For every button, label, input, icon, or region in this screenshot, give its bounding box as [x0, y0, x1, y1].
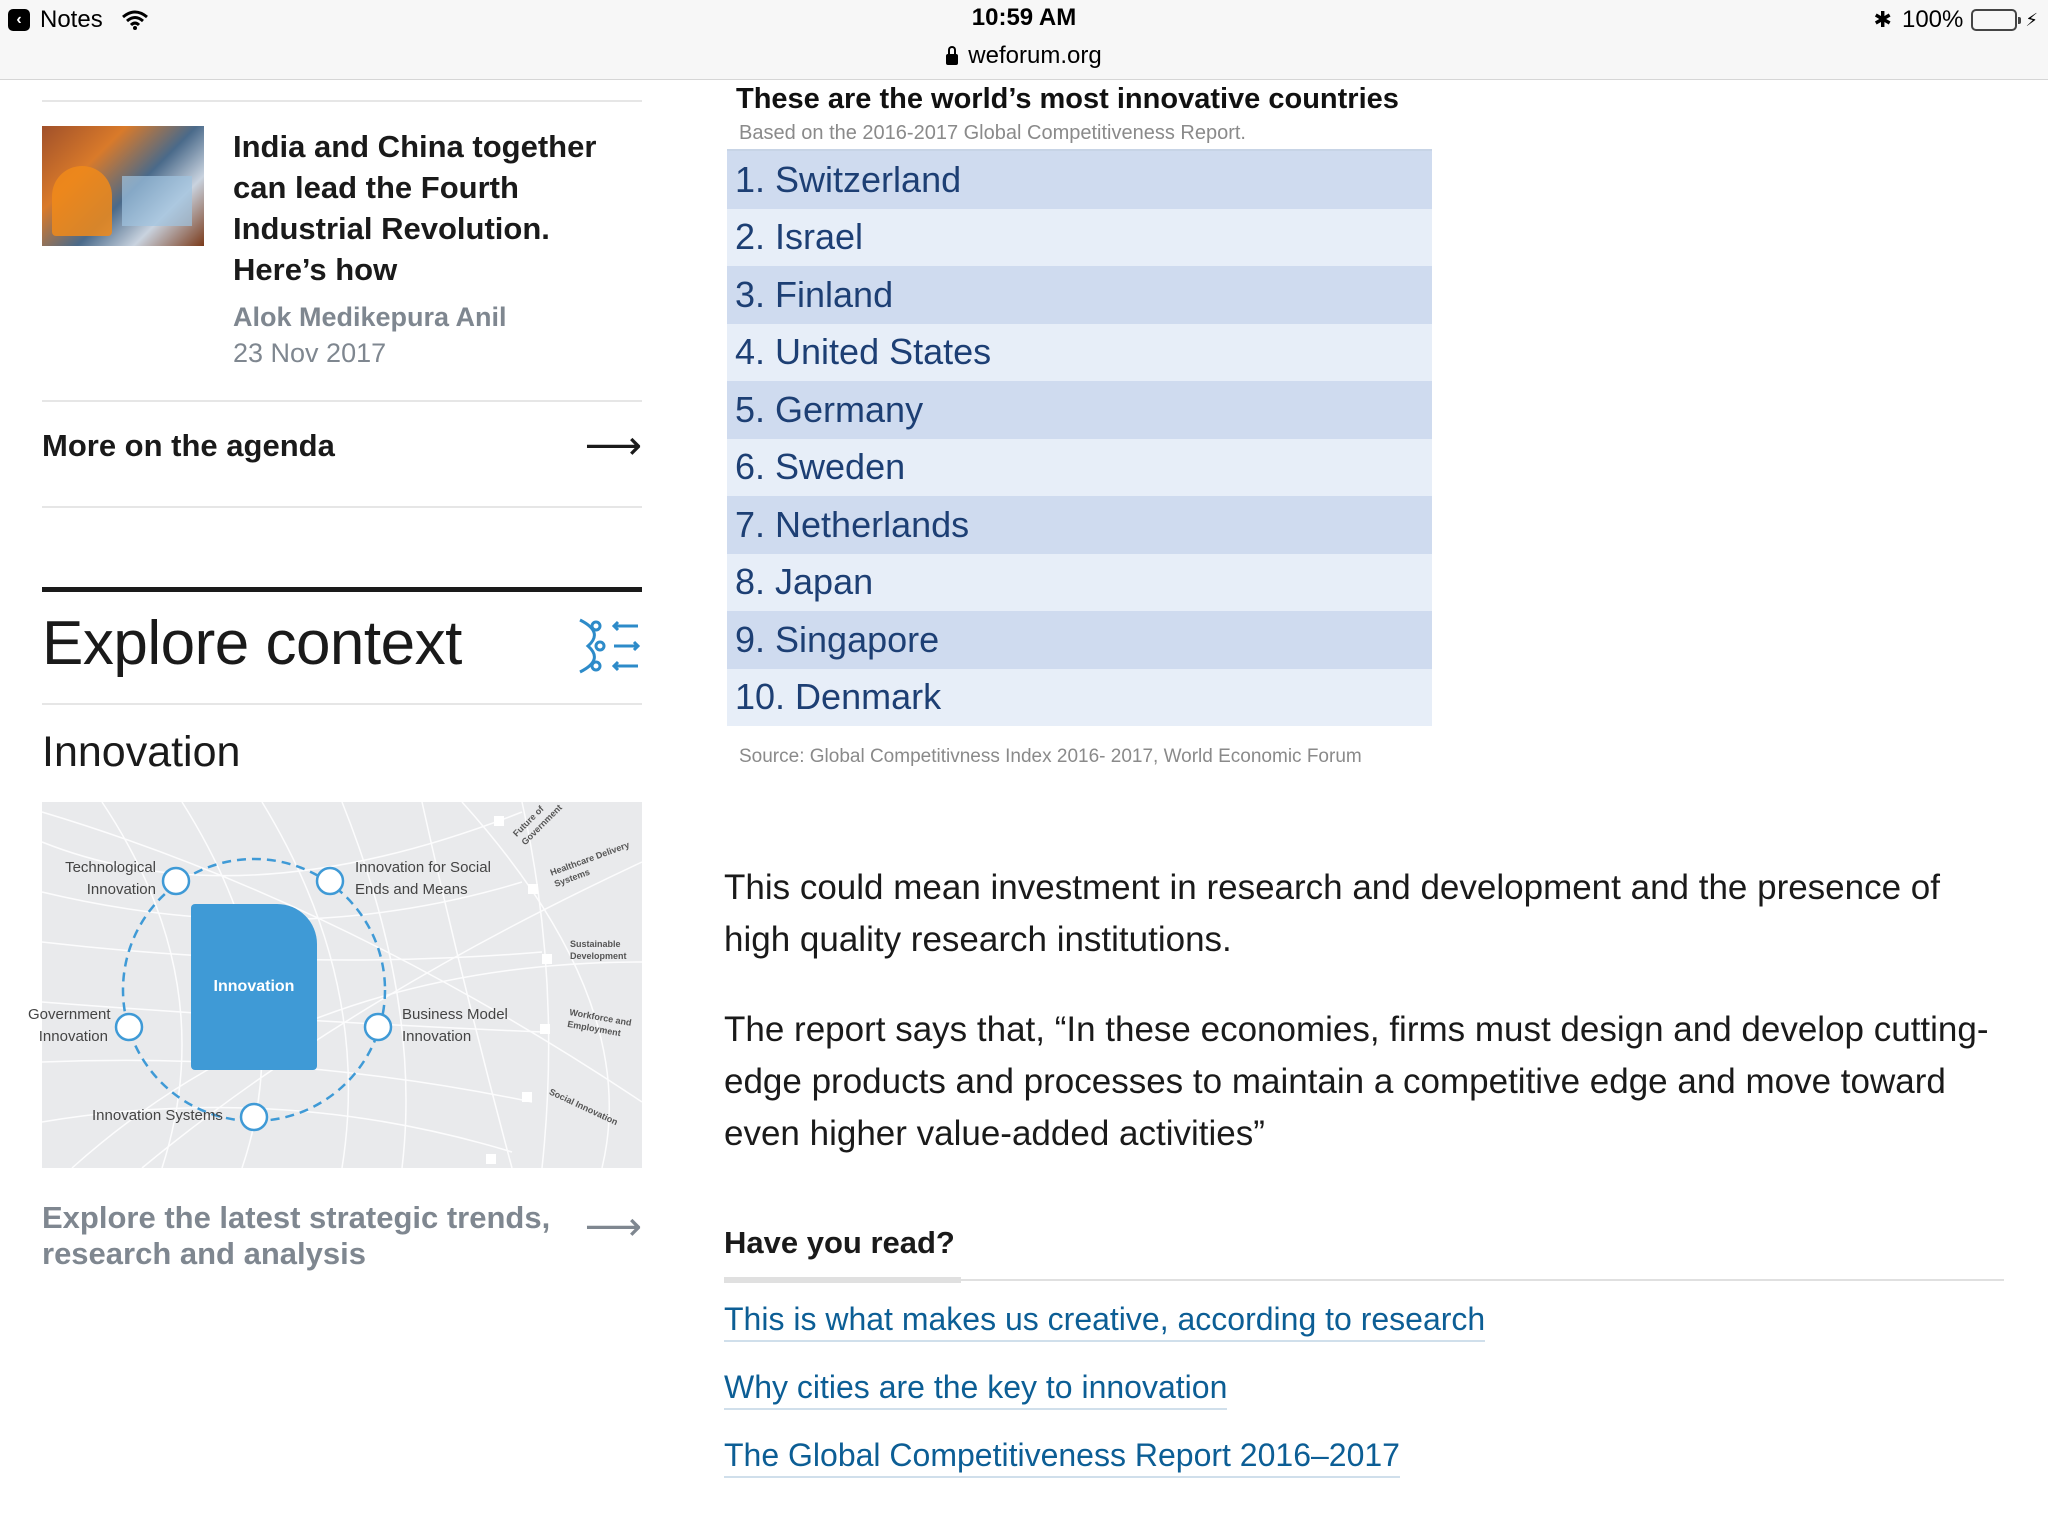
back-app-label: Notes — [40, 6, 103, 33]
transformation-map[interactable] — [28, 802, 642, 1168]
ranking-row: 2. Israel — [727, 209, 1432, 267]
ranking-row: 5. Germany — [727, 381, 1432, 439]
rankings-title: These are the world’s most innovative countries — [736, 83, 1399, 115]
arrow-right-icon: ⟶ — [584, 424, 642, 468]
ranking-row: 4. United States — [727, 324, 1432, 382]
divider — [42, 703, 642, 705]
story-thumbnail[interactable] — [42, 126, 204, 246]
related-link[interactable]: The Global Competitiveness Report 2016–2017 — [724, 1437, 1400, 1478]
ranking-row: 8. Japan — [727, 554, 1432, 612]
map-outer-sustainable[interactable]: Sustainable Development — [570, 939, 627, 961]
ranking-row: 3. Finland — [727, 266, 1432, 324]
charging-icon: ⚡ — [2025, 9, 2038, 30]
map-outer-government[interactable]: Future of Government — [511, 802, 565, 847]
map-node-government-innovation[interactable]: Government Innovation — [28, 1006, 111, 1045]
divider — [42, 100, 642, 102]
related-story[interactable] — [42, 126, 642, 376]
ranking-row: 1. Switzerland — [727, 151, 1432, 209]
map-node-social-innovation[interactable]: Innovation for Social Ends and Means — [355, 859, 491, 898]
back-chevron-icon: ‹ — [8, 9, 30, 31]
rankings-subtitle: Based on the 2016-2017 Global Competitiveness Report. — [739, 122, 1246, 144]
story-author[interactable]: Alok Medikepura Anil — [233, 302, 507, 332]
explore-trends-label: Explore the latest strategic trends, research and analysis — [42, 1200, 551, 1271]
arrow-right-icon: ⟶ — [584, 1205, 642, 1249]
map-node-innovation-systems[interactable]: Innovation Systems — [92, 1107, 223, 1124]
status-center — [0, 4, 2048, 70]
status-bar — [0, 0, 2048, 80]
ranking-row: 10. Denmark — [727, 669, 1432, 727]
transformation-map-icon[interactable] — [574, 612, 642, 680]
divider — [42, 506, 642, 508]
map-node-business-model-innovation[interactable]: Business Model Innovation — [402, 1006, 508, 1045]
map-outer-healthcare[interactable]: Healthcare Delivery Systems — [548, 839, 631, 889]
clock: 10:59 AM — [971, 4, 1077, 31]
map-outer-social-innovation[interactable]: Social Innovation — [547, 1086, 620, 1128]
divider — [42, 400, 642, 402]
topic-label: Innovation — [42, 728, 241, 776]
have-you-read-section — [724, 1225, 2004, 1505]
ranking-row: 7. Netherlands — [727, 496, 1432, 554]
rankings-graphic — [727, 80, 1442, 768]
ranking-row: 9. Singapore — [727, 611, 1432, 669]
url-text: weforum.org — [968, 42, 1102, 69]
ranking-row: 6. Sweden — [727, 439, 1432, 497]
more-on-agenda-link[interactable] — [42, 410, 642, 482]
body-paragraph: The report says that, “In these economies, firms must design and develop cutting-edge products and processes to maintain a competitive edge and move toward even higher value-added activities” — [724, 1010, 1989, 1153]
map-node-technological-innovation[interactable]: Technological Innovation — [65, 859, 156, 898]
status-right — [1874, 6, 2038, 34]
have-you-read-links — [724, 1301, 2004, 1505]
address-bar[interactable] — [0, 42, 2048, 70]
body-paragraph: This could mean investment in research and development and the presence of high quality research institutions. — [724, 868, 1940, 959]
section-rule — [42, 587, 642, 592]
map-outer-workforce[interactable]: Workforce and Employment — [566, 1007, 633, 1039]
explore-context-header — [42, 598, 642, 698]
related-link[interactable]: Why cities are the key to innovation — [724, 1369, 1227, 1410]
battery-icon — [1971, 9, 2017, 31]
story-date: 23 Nov 2017 — [233, 338, 387, 368]
bluetooth-icon: ✱ — [1873, 7, 1892, 32]
more-on-agenda-label: More on the agenda — [42, 428, 335, 463]
story-title[interactable]: India and China together can lead the Fourth Industrial Revolution. Here’s how — [233, 129, 597, 287]
battery-percent: 100% — [1901, 6, 1964, 33]
lock-icon — [946, 54, 958, 65]
have-you-read-title: Have you read? — [724, 1225, 955, 1260]
rankings-source: Source: Global Competitivness Index 2016- 2017, World Economic Forum — [739, 746, 1362, 767]
related-link[interactable]: This is what makes us creative, according to research — [724, 1301, 1485, 1342]
divider — [724, 1279, 2004, 1281]
rankings-list — [727, 149, 1432, 726]
explore-trends-link[interactable] — [42, 1200, 642, 1272]
map-hub-innovation[interactable]: Innovation — [191, 904, 317, 1070]
explore-context-title: Explore context — [42, 609, 462, 678]
